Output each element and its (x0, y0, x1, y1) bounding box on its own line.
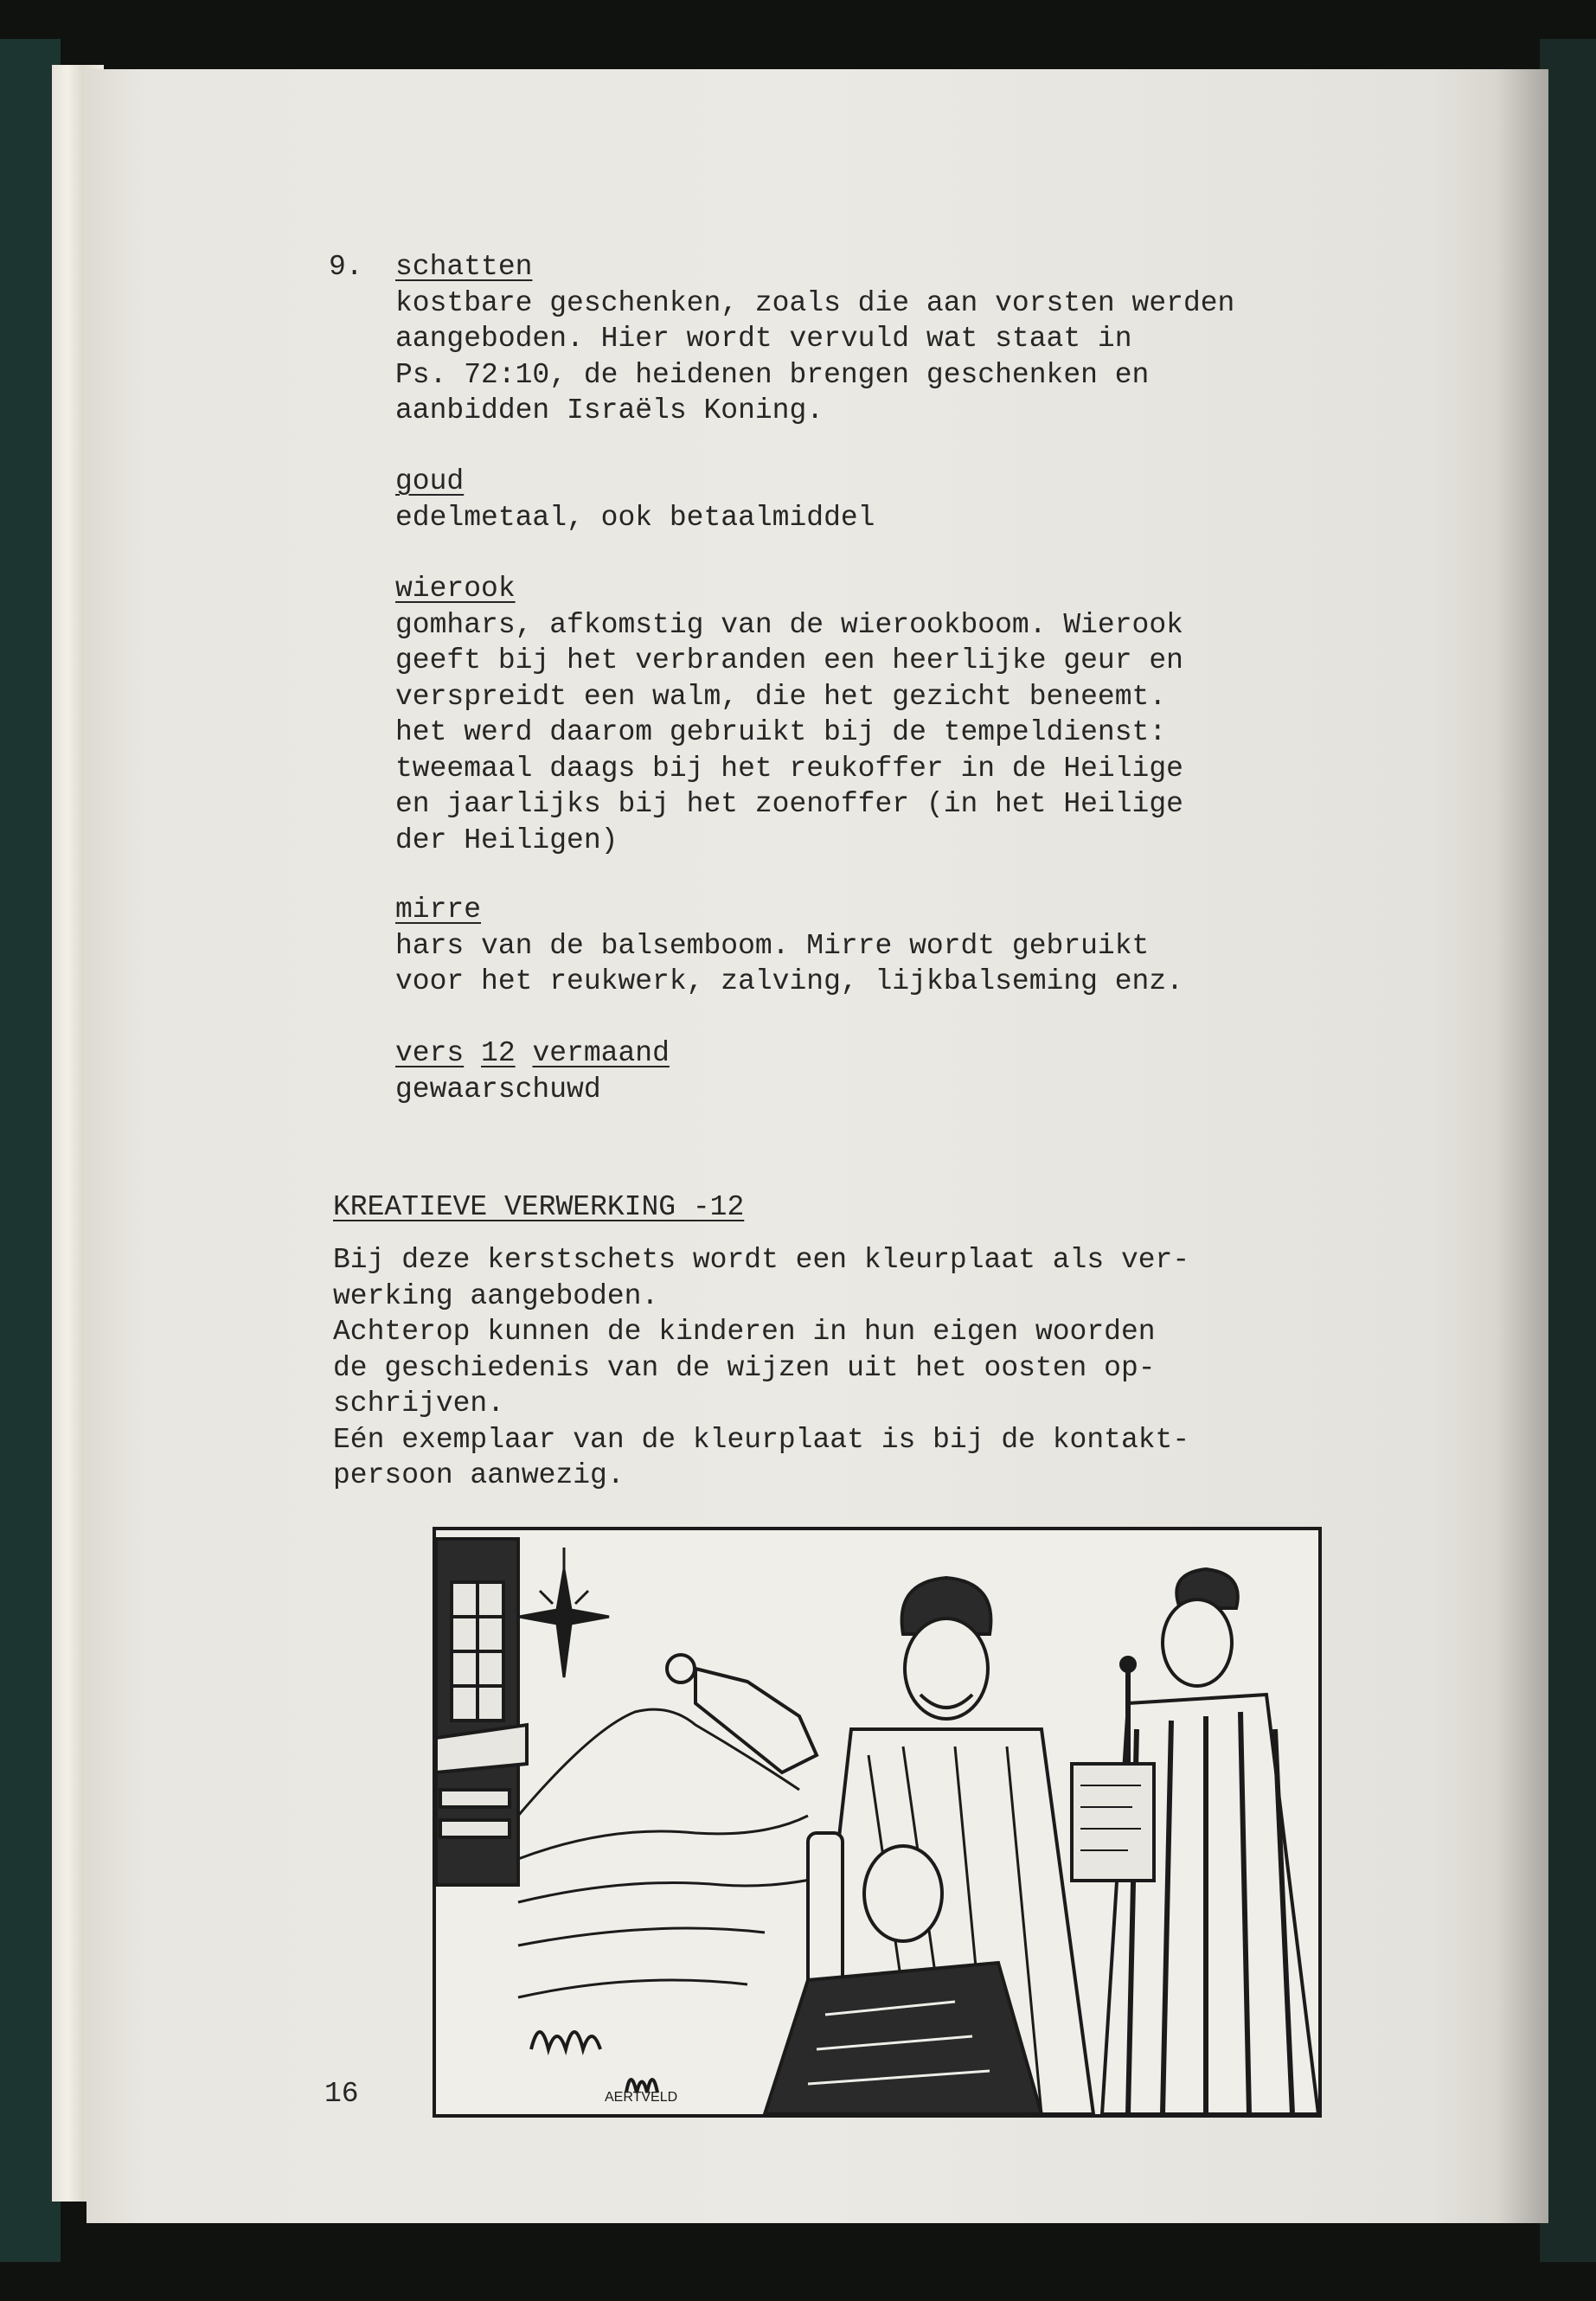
term-schatten: schatten (395, 251, 533, 283)
artist-signature: AERTVELD (605, 2090, 678, 2105)
line: het werd daarom gebruikt bij de tempeldienst: (395, 716, 1167, 748)
line: gewaarschuwd (395, 1073, 601, 1106)
entry-vers-12 (395, 1035, 670, 1107)
term-vermaand: vermaand (532, 1037, 670, 1069)
entry-goud (395, 464, 875, 535)
line: schrijven. (333, 1388, 505, 1420)
section-heading-kreatief: KREATIEVE VERWERKING -12 (333, 1191, 745, 1223)
building-window (436, 1539, 527, 1885)
line: edelmetaal, ook betaalmiddel (395, 501, 875, 534)
line: tweemaal daags bij het reukoffer in de Heilige (395, 752, 1183, 785)
item-number: 9. (329, 251, 363, 283)
line: aanbidden Israëls Koning. (395, 394, 824, 426)
term-goud: goud (395, 465, 465, 497)
term-wierook: wierook (395, 573, 516, 605)
term-vers: vers (395, 1037, 465, 1069)
line: voor het reukwerk, zalving, lijkbalseming enz. (395, 965, 1183, 997)
line: Bij deze kerstschets wordt een kleurplaat als ver- (333, 1244, 1190, 1276)
line: persoon aanwezig. (333, 1459, 625, 1491)
coloring-page-illustration (433, 1527, 1322, 2118)
line: aangeboden. Hier wordt vervuld wat staat in (395, 323, 1132, 355)
kreatief-paragraph (333, 1242, 1189, 1494)
line: der Heiligen) (395, 824, 619, 856)
entry-wierook (395, 571, 1183, 858)
wise-men-drawing (436, 1530, 1318, 2114)
line: de geschiedenis van de wijzen uit het oosten op- (333, 1351, 1156, 1384)
line: Ps. 72:10, de heidenen brengen geschenken en (395, 358, 1150, 391)
line: kostbare geschenken, zoals die aan vorsten werden (395, 286, 1235, 319)
term-vers-number: 12 (481, 1037, 516, 1069)
line: Achterop kunnen de kinderen in hun eigen woorden (333, 1316, 1156, 1348)
line: en jaarlijks bij het zoenoffer (in het Heilige (395, 788, 1183, 820)
line: hars van de balsemboom. Mirre wordt gebruikt (395, 929, 1150, 962)
line: werking aangeboden. (333, 1279, 659, 1312)
term-mirre: mirre (395, 894, 482, 926)
line: verspreidt een walm, die het gezicht beneemt. (395, 680, 1167, 713)
page-gutter-shadow (1497, 69, 1548, 2223)
entry-mirre (395, 892, 1183, 1000)
page-number: 16 (324, 2078, 359, 2110)
line: gomhars, afkomstig van de wierookboom. Wierook (395, 608, 1183, 641)
line: geeft bij het verbranden een heerlijke geur en (395, 644, 1183, 676)
entry-schatten (395, 249, 1234, 429)
line: Eén exemplaar van de kleurplaat is bij de kontakt- (333, 1423, 1190, 1456)
